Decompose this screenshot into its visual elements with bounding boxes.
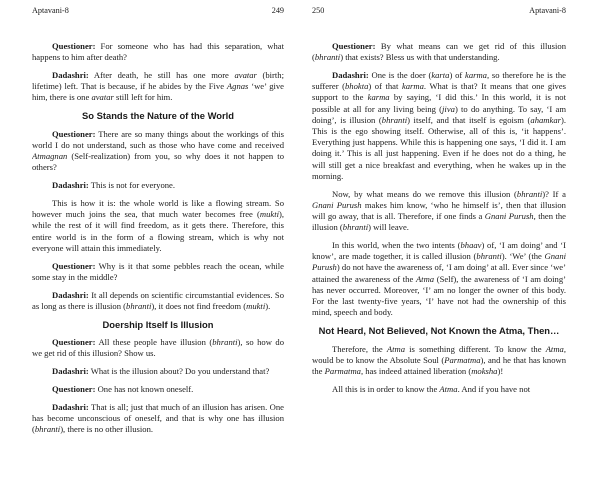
paragraph: Dadashri: What is the illusion about? Do you understand that? (52, 366, 270, 377)
right-page-header (312, 6, 566, 18)
paragraph: Dadashri: This is not for everyone. (52, 180, 176, 191)
paragraph: Questioner: By what means can we get rid of this illusion (bhranti) that exists? Bless us with that understanding. (312, 41, 566, 63)
section-heading: So Stands the Nature of the World (82, 110, 234, 122)
paragraph: Dadashri: That is all; just that much of an illusion has arisen. One has become unconscious of oneself, and that is why one has illusion (bhranti), there is no other illusion. (32, 401, 284, 435)
paragraph: Dadashri: One is the doer (karta) of karma, so therefore he is the sufferer (bhokta) of that karma. What is that? It means that one gives support to the karma by saying, ‘I did this.’ In this world, it is not possible at all for any living being (jiva) to do anything. To say, ‘I am doing’, is illusion (bhranti) itself, and that itself is egoism (ahamkar). This is the ego showing itself. Otherwise, all of this is, ‘it happens’. Everything just happens. While this is happening one says, ‘I did it. I am doing it.’ This is all just happening. Even if he does not do a thing, he will still get a nice breakfast and everything, when he wakes up in the morning. (312, 70, 566, 181)
paragraph: Questioner: Why is it that some pebbles reach the ocean, while some stay in the middle? (32, 260, 284, 282)
section-heading: Doership Itself Is Illusion (102, 318, 214, 330)
running-head: Aptavani-8 (32, 6, 69, 15)
paragraph: Dadashri: After death, he still has one more avatar (birth; lifetime) left. That is because, if he abides by the Five Agnas ‘we’ give him, there is one avatar still left for him. (32, 70, 284, 103)
page-number: 249 (271, 6, 284, 15)
left-page (32, 0, 284, 488)
page-number: 250 (312, 6, 325, 15)
right-page (312, 0, 566, 488)
paragraph: Questioner: For someone who has had this separation, what happens to him after death? (32, 41, 284, 63)
paragraph: This is how it is: the whole world is like a flowing stream. So however much joins the sea, that much water becomes free (mukti), while the rest of it will find freedom, as it gets there. Therefore, this entire world is in the form of a flowing stream, which is why not everyone will attain this immediately. (32, 197, 284, 253)
paragraph: All this is in order to know the Atma. And if you have not (332, 383, 531, 394)
paragraph: Questioner: There are so many things about the workings of this world I do not understand, such as those who have come and received Atmagnan (Self-realization) from you, so why does it not happen to others? (32, 128, 284, 173)
left-page-body (32, 41, 284, 435)
left-page-header (32, 6, 284, 18)
running-head: Aptavani-8 (529, 6, 566, 15)
paragraph: Questioner: One has not known oneself. (52, 383, 194, 394)
section-heading: Not Heard, Not Believed, Not Known the Atma, Then… (318, 325, 560, 337)
paragraph: Questioner: All these people have illusion (bhranti), so how do we get rid of this illusion? Show us. (32, 337, 284, 359)
right-page-body (312, 41, 566, 395)
paragraph: In this world, when the two intents (bhaav) of, ‘I am doing’ and ‘I know’, are made together, it is called illusion (bhranti). ‘We’ (the Gnani Purush) do not have the awareness of, ‘I am doing’ at all. Ever since ‘we’ attained the awareness of the Atma (Self), the awareness of ‘I am doing’ has never occurred. Moreover, ‘I’ am no longer the owner of this body. For the last twenty-five years, ‘I’ have not had the ownership of this mind, speech and body. (312, 240, 566, 318)
paragraph: Now, by what means do we remove this illusion (bhranti)? If a Gnani Purush makes him know, ‘who he himself is’, then that illusion will go away, that is all. Therefore, if one finds a Gnani Purush, then the illusion (bhranti) will leave. (312, 188, 566, 233)
paragraph: Therefore, the Atma is something different. To know the Atma, would be to know the Absolute Soul (Parmatma), and he that has known the Parmatma, has indeed attained liberation (moksha)! (312, 343, 566, 376)
paragraph: Dadashri: It all depends on scientific circumstantial evidences. So as long as there is illusion (bhranti), it does not find freedom (mukti). (32, 289, 284, 311)
